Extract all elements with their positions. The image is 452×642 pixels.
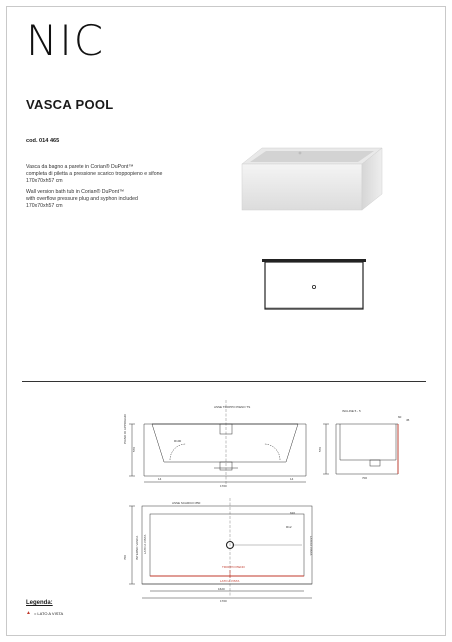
plan-interior-label: INTERNO VASCA: [135, 535, 139, 560]
height-dimension: 570: [132, 446, 136, 452]
legend-item-label: = LATO A VISTA: [33, 611, 64, 616]
overflow-axis-label: ASSE TROPPO PIENO TS: [214, 405, 251, 409]
plan-right-visible-label: LATO A VISTA: [309, 536, 313, 556]
desc-it-line-2: completa di piletta a pressione scarico troppopieno e sifone: [26, 171, 163, 177]
front-elevation-drawing: [122, 396, 318, 488]
desc-en-line-3: 170x70xh57 cm: [26, 203, 63, 209]
length-dimension: 1700: [220, 484, 227, 488]
side-dim-45: 45: [406, 418, 410, 422]
section-divider: [22, 381, 426, 382]
side-height-dimension: 570: [318, 446, 322, 452]
left-offset-dimension: 14: [158, 477, 162, 481]
support-plane-label: PIANO DI APPOGGIO: [123, 413, 127, 444]
legend-item: [26, 611, 63, 616]
side-incline-label: INCLINE 5 - 5: [342, 409, 361, 413]
radius-dimension: R100: [174, 439, 182, 443]
bathtub-render: [238, 142, 386, 214]
plan-radius-label: R12: [286, 525, 292, 529]
brand-logo: NIC: [26, 16, 106, 65]
plan-inner-length: 1620: [218, 587, 225, 591]
description-english: [26, 189, 216, 210]
plan-left-visible-label: LATO A VISTA: [143, 534, 147, 554]
product-code: cod. 014 465: [26, 138, 60, 144]
side-section-drawing: [318, 404, 414, 480]
plan-total-length: 1700: [220, 599, 227, 603]
description-italian: [26, 164, 216, 185]
bathtub-top-view: [262, 259, 368, 311]
side-dim-60: 60: [398, 415, 402, 419]
desc-en-line-1: Wall version bath tub in Corian® DuPont™: [26, 189, 125, 195]
product-description: [26, 164, 216, 214]
plan-overflow-label: TROPPO PIENO: [222, 565, 245, 569]
plan-inner-width: 620: [290, 511, 296, 515]
desc-en-line-2: with overflow pressure plug and syphon included: [26, 196, 138, 202]
legend-title: Legenda:: [26, 600, 53, 606]
drain-axis-label: ASSE SCARICO 850: [172, 501, 201, 505]
plan-bottom-visible-label: LATO A VISTA: [220, 579, 240, 583]
side-width-dimension: 700: [362, 476, 368, 480]
product-title: VASCA POOL: [26, 97, 114, 112]
desc-it-line-3: 170x70xh57 cm: [26, 178, 63, 184]
plan-view-drawing: [122, 498, 322, 602]
plan-width-dimension: 700: [123, 554, 127, 560]
right-offset-dimension: 14: [290, 477, 294, 481]
red-arrow-icon: ▲: [26, 610, 31, 616]
desc-it-line-1: Vasca da bagno a parete in Corian® DuPont™: [26, 164, 134, 170]
